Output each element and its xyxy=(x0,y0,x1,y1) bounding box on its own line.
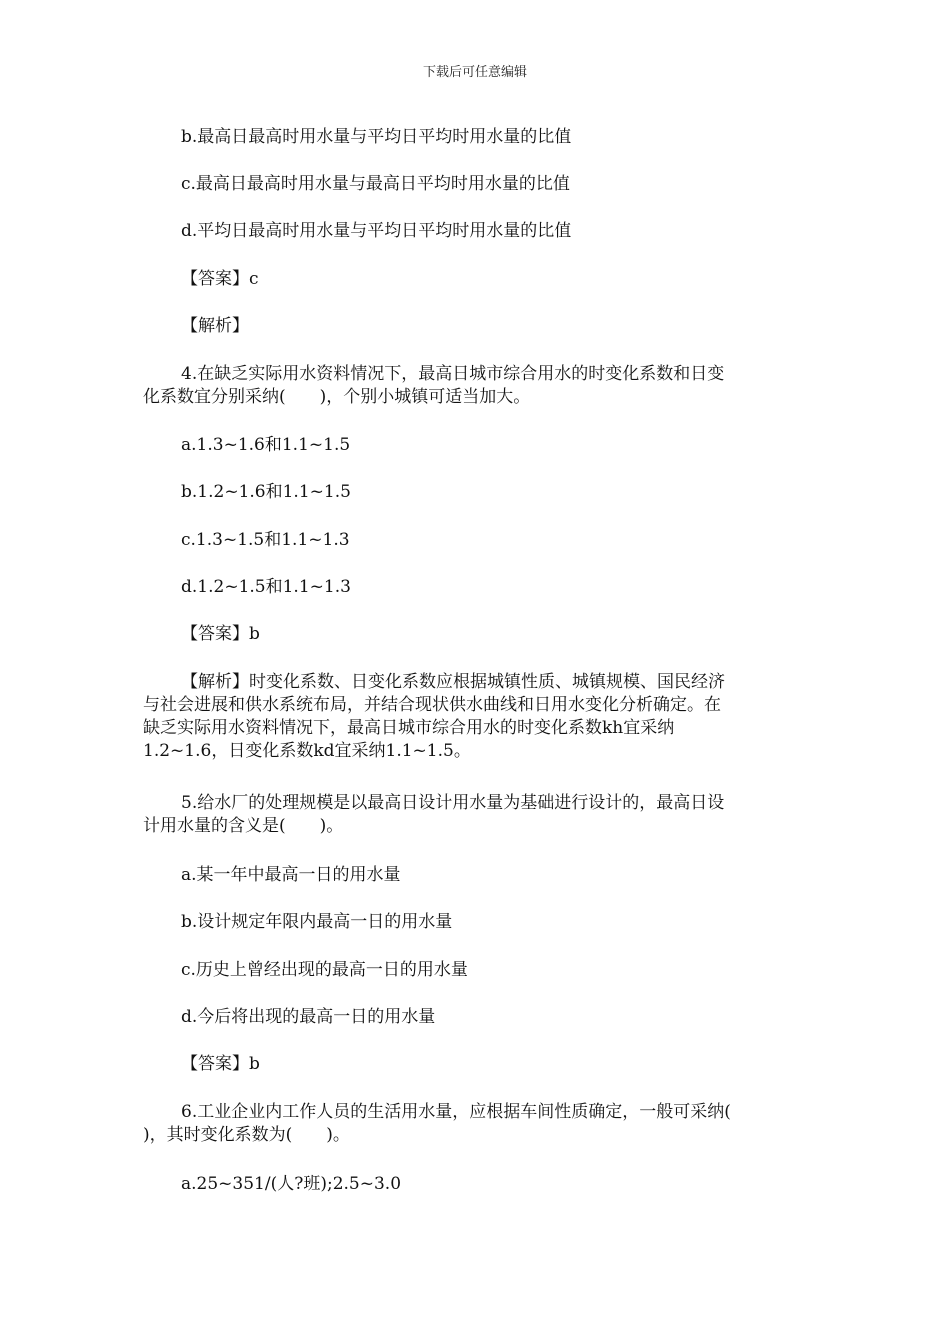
q6-option-a: a.25~351/(人?班);2.5~3.0 xyxy=(181,1174,402,1194)
q4-answer: 【答案】b xyxy=(181,624,260,644)
q5-stem xyxy=(143,792,803,838)
q4-stem-line-1: 4.在缺乏实际用水资料情况下，最高日城市综合用水的时变化系数和日变 xyxy=(181,364,725,384)
q5-option-a: a.某一年中最高一日的用水量 xyxy=(181,865,401,885)
q4-analysis-line-4: 1.2~1.6，日变化系数kd宜采纳1.1~1.5。 xyxy=(143,741,471,761)
q3-option-c: c.最高日最高时用水量与最高日平均时用水量的比值 xyxy=(181,174,570,194)
q3-analysis: 【解析】 xyxy=(181,316,249,336)
q4-option-b: b.1.2~1.6和1.1~1.5 xyxy=(181,482,351,502)
q6-stem xyxy=(143,1101,803,1147)
q4-option-d: d.1.2~1.5和1.1~1.3 xyxy=(181,577,351,597)
q4-analysis-line-1: 【解析】时变化系数、日变化系数应根据城镇性质、城镇规模、国民经济 xyxy=(181,672,725,692)
q5-stem-line-2: 计用水量的含义是( )。 xyxy=(143,816,344,836)
q4-option-a: a.1.3~1.6和1.1~1.5 xyxy=(181,435,351,455)
q4-stem-line-2: 化系数宜分别采纳( )，个别小城镇可适当加大。 xyxy=(143,387,531,407)
q6-stem-line-2: )，其时变化系数为( )。 xyxy=(143,1125,350,1145)
q4-analysis-line-3: 缺乏实际用水资料情况下，最高日城市综合用水的时变化系数kh宜采纳 xyxy=(143,718,675,738)
page-header-note: 下载后可任意编辑 xyxy=(422,65,527,80)
q3-option-b: b.最高日最高时用水量与平均日平均时用水量的比值 xyxy=(181,127,572,147)
q3-option-d: d.平均日最高时用水量与平均日平均时用水量的比值 xyxy=(181,221,572,241)
q4-analysis-line-2: 与社会进展和供水系统布局，并结合现状供水曲线和日用水变化分析确定。在 xyxy=(143,695,721,715)
q5-answer: 【答案】b xyxy=(181,1054,260,1074)
q6-stem-line-1: 6.工业企业内工作人员的生活用水量，应根据车间性质确定，一般可采纳( xyxy=(181,1102,731,1122)
q5-option-b: b.设计规定年限内最高一日的用水量 xyxy=(181,912,453,932)
q5-stem-line-1: 5.给水厂的处理规模是以最高日设计用水量为基础进行设计的，最高日设 xyxy=(181,793,725,813)
q4-option-c: c.1.3~1.5和1.1~1.3 xyxy=(181,530,350,550)
q5-option-c: c.历史上曾经出现的最高一日的用水量 xyxy=(181,960,468,980)
q3-answer: 【答案】c xyxy=(181,269,259,289)
q4-stem xyxy=(143,363,803,409)
q4-analysis xyxy=(143,671,803,763)
q5-option-d: d.今后将出现的最高一日的用水量 xyxy=(181,1007,436,1027)
